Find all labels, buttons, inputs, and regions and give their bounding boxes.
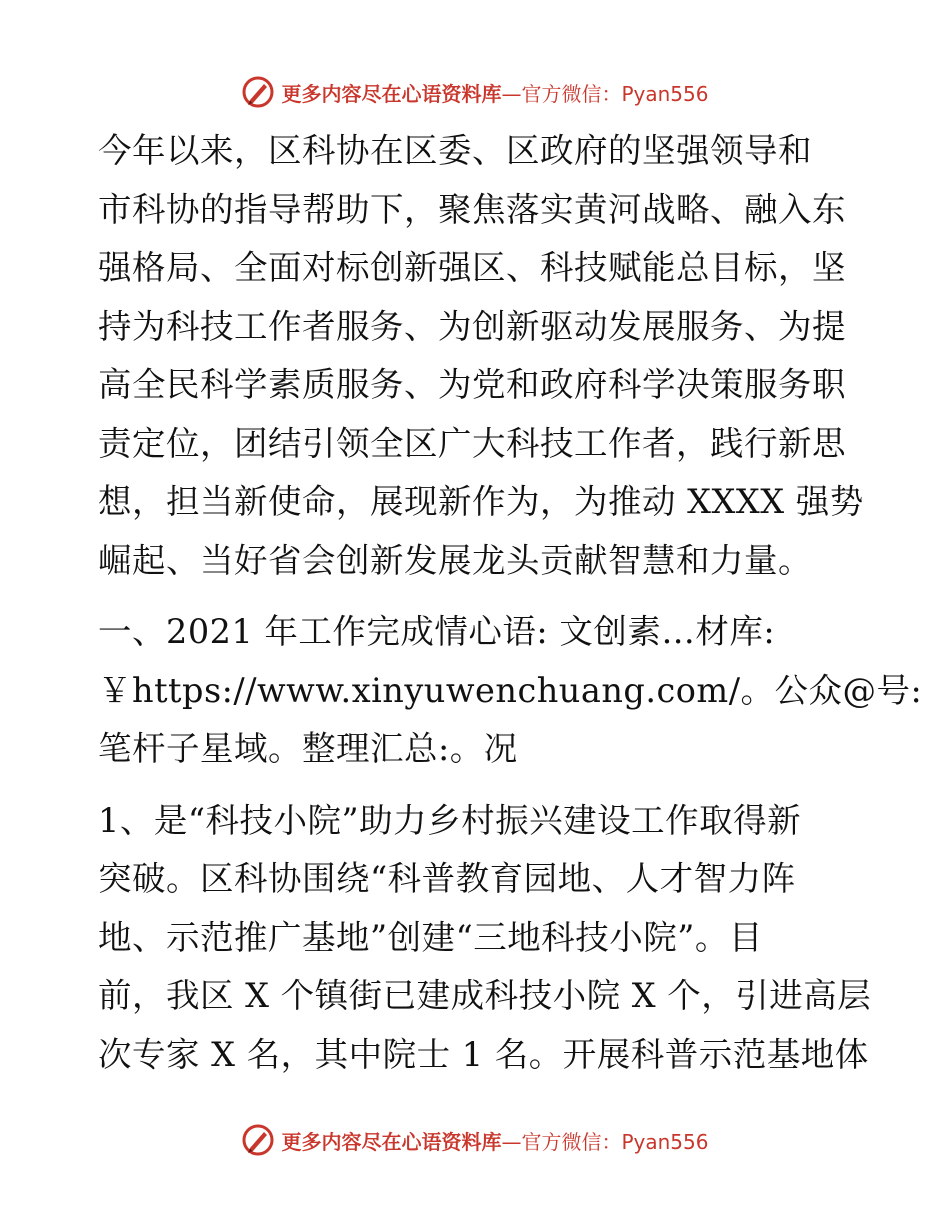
text-line: 一、2021 年工作完成情心语: 文创素…材库: [98,612,776,651]
watermark-banner-bottom [0,1118,950,1162]
text-line: 想，担当新使命，展现新作为，为推动 XXXX 强势 [98,482,864,521]
text-line: 今年以来，区科协在区委、区政府的坚强领导和 [98,131,812,170]
watermark-text: 更多内容尽在心语资料库—官方微信：Pyan556 [281,81,709,106]
text-line: 次专家 X 名，其中院士 1 名。开展科普示范基地体 [98,1034,869,1074]
pen-logo-icon [241,1123,275,1157]
text-line: 1、是“科技小院”助力乡村振兴建设工作取得新 [98,800,802,840]
section-heading [98,603,923,779]
text-line: ￥https://www.xinyuwenchuang.com/。公众@号: [98,670,923,710]
document-body [98,122,923,1084]
text-line: 高全民科学素质服务、为党和政府科学决策服务职 [98,365,846,404]
watermark-banner-top [0,70,950,114]
text-line: 笔杆子星域。整理汇总:。况 [98,729,518,768]
text-line: 强格局、全面对标创新强区、科技赋能总目标，坚 [98,248,846,287]
pen-logo-icon [241,75,275,109]
text-line: 持为科技工作者服务、为创新驱动发展服务、为提 [98,306,846,346]
text-line: 地、示范推广基地”创建“三地科技小院”。目 [98,917,763,957]
text-line: 前，我区 X 个镇街已建成科技小院 X 个，引进高层 [98,976,872,1015]
text-line: 崛起、当好省会创新发展龙头贡献智慧和力量。 [98,540,812,580]
paragraph-item-1 [98,792,872,1085]
paragraph-intro [98,122,864,590]
text-line: 市科协的指导帮助下，聚焦落实黄河战略、融入东 [98,189,846,229]
watermark-text: 更多内容尽在心语资料库—官方微信：Pyan556 [281,1129,709,1154]
text-line: 责定位，团结引领全区广大科技工作者，践行新思 [98,423,846,463]
text-line: 突破。区科协围绕“科普教育园地、人才智力阵 [98,859,796,898]
